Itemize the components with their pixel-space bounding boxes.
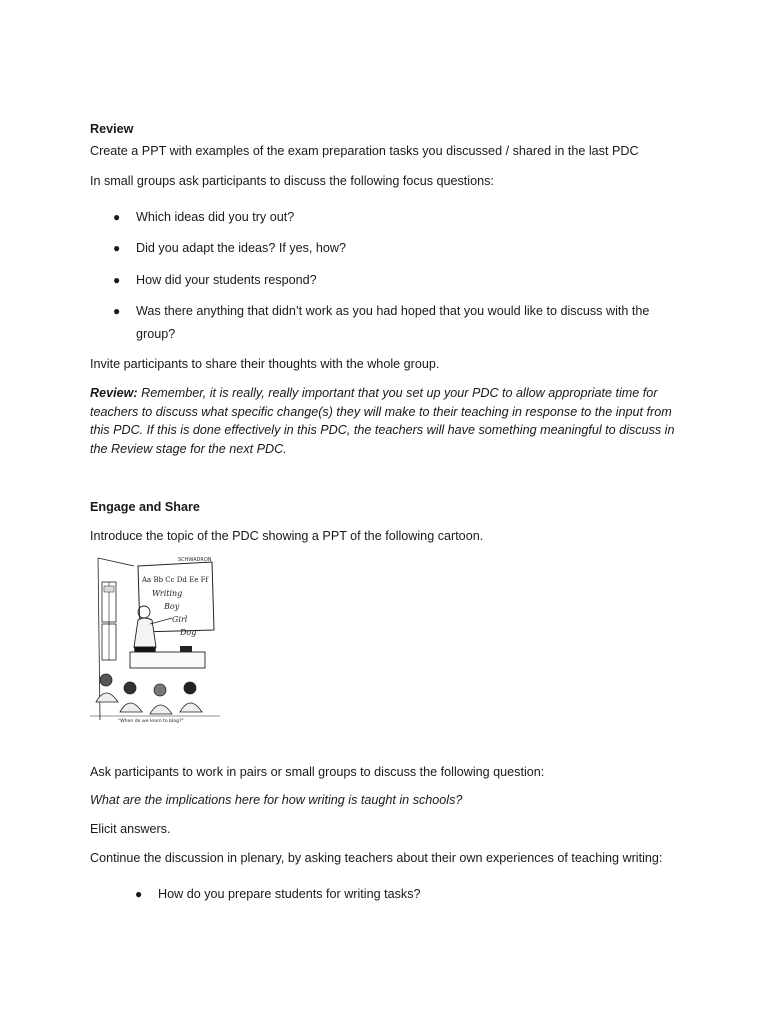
review-note-text: Remember, it is really, really important that you set up your PDC to allow appropriate time for teachers to discuss what specific change(s) they will make to their teaching in response to the input from this PDC. If this is done effectively in this PDC, the teachers will have something meaningful to discuss in the Review stage for the next PDC. xyxy=(90,386,675,456)
invite-text: Invite participants to share their thoughts with the whole group. xyxy=(90,357,440,371)
cartoon-signature: SCHWADRON xyxy=(178,557,212,563)
sub-question-text: How do you prepare students for writing tasks? xyxy=(158,887,421,901)
board-word: Dog xyxy=(180,628,197,637)
list-item xyxy=(113,239,346,257)
review-heading: Review xyxy=(90,122,134,136)
review-note xyxy=(90,384,680,458)
question-text-continued: group? xyxy=(136,327,176,341)
board-word: Writing xyxy=(152,589,183,598)
bullet-icon: ● xyxy=(113,304,121,318)
board-word: Boy xyxy=(164,602,180,611)
elicit-text: Elicit answers. xyxy=(90,822,171,836)
pairs-text: Ask participants to work in pairs or small groups to discuss the following question: xyxy=(90,765,545,779)
cartoon-caption: "When do we learn to blog?" xyxy=(118,719,184,724)
board-alphabet: Aa Bb Cc Dd Ee Ff xyxy=(142,576,209,584)
question-text: Did you adapt the ideas? If yes, how? xyxy=(136,241,347,255)
continue-text: Continue the discussion in plenary, by asking teachers about their own experiences of teaching writing: xyxy=(90,851,663,865)
board-word: Girl xyxy=(172,615,188,624)
list-item xyxy=(113,271,317,289)
review-groups-text: In small groups ask participants to discuss the following focus questions: xyxy=(90,174,494,188)
engage-heading: Engage and Share xyxy=(90,500,200,514)
question-text: How did your students respond? xyxy=(136,273,317,287)
list-item xyxy=(113,302,649,320)
list-item xyxy=(135,885,421,903)
review-intro: Create a PPT with examples of the exam preparation tasks you discussed / shared in the last PDC xyxy=(90,144,639,158)
question-text: Was there anything that didn’t work as you had hoped that you would like to discuss with the xyxy=(136,304,650,318)
bullet-icon: ● xyxy=(113,210,121,224)
bullet-icon: ● xyxy=(113,273,121,287)
bullet-icon: ● xyxy=(113,241,121,255)
review-note-label: Review: xyxy=(90,386,138,400)
discussion-question: What are the implications here for how writing is taught in schools? xyxy=(90,793,463,807)
list-item xyxy=(113,208,294,226)
engage-intro: Introduce the topic of the PDC showing a PPT of the following cartoon. xyxy=(90,529,484,543)
bullet-icon: ● xyxy=(135,887,143,901)
classroom-cartoon-image xyxy=(90,552,220,724)
question-text: Which ideas did you try out? xyxy=(136,210,295,224)
